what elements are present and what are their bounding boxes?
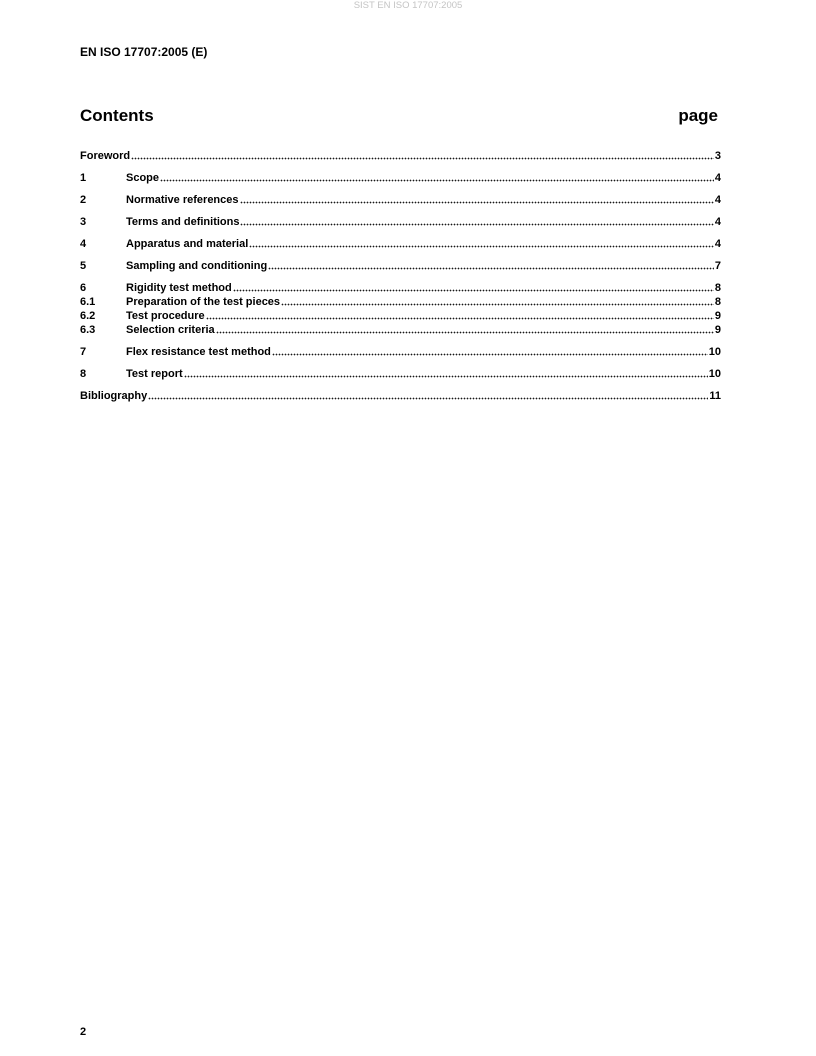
toc-entry-number: 6 [80,282,87,294]
toc-entry-sampling-and-conditioning [80,259,721,273]
toc-entry-page: 4 [714,194,721,206]
toc-entry-flex-resistance-test-method [80,345,721,359]
toc-entry-title: Flex resistance test method [126,346,271,358]
toc-leader-dots [240,223,713,226]
toc-entry-number: 7 [80,346,87,358]
toc-subentry-test-procedure [80,309,721,323]
toc-entry-number: 6.1 [80,296,96,308]
toc-entry-scope [80,171,721,185]
toc-entry-foreword [80,149,721,163]
toc-leader-dots [281,303,714,306]
toc-entry-page: 10 [708,368,721,380]
contents-heading: Contents [80,106,154,125]
toc-entry-title: Rigidity test method [126,282,232,294]
toc-entry-number: 2 [80,194,87,206]
toc-entry-title: Selection criteria [126,324,215,336]
toc-entry-number: 4 [80,238,87,250]
toc-leader-dots [206,317,714,320]
page-column-label: page [678,106,718,125]
toc-entry-title: Normative references [126,194,239,206]
toc-entry-number: 6.3 [80,324,96,336]
toc-leader-dots [160,179,714,182]
toc-entry-page: 4 [714,172,721,184]
toc-leader-dots [249,245,714,248]
contents-heading-row [80,106,718,126]
toc-entry-title: Apparatus and material [126,238,249,250]
toc-leader-dots [272,353,708,356]
toc-subentry-selection-criteria [80,323,721,337]
toc-entry-bibliography [80,389,721,403]
toc-subentry-preparation-of-test-pieces [80,295,721,309]
toc-entry-page: 7 [714,260,721,272]
toc-leader-dots [216,331,714,334]
page-number: 2 [80,1026,87,1038]
toc-entry-page: 4 [714,216,721,228]
toc-entry-title: Bibliography [80,390,148,402]
watermark-text: SIST EN ISO 17707:2005 [353,0,463,11]
toc-entry-title: Preparation of the test pieces [126,296,281,308]
toc-entry-title: Test report [126,368,183,380]
toc-leader-dots [131,157,714,160]
toc-entry-title: Test procedure [126,310,205,322]
toc-entry-number: 6.2 [80,310,96,322]
toc-entry-terms-and-definitions [80,215,721,229]
toc-entry-number: 1 [80,172,87,184]
toc-entry-page: 9 [714,310,721,322]
toc-entry-page: 4 [714,238,721,250]
document-header: EN ISO 17707:2005 (E) [80,45,208,59]
toc-leader-dots [148,397,708,400]
toc-entry-title: Foreword [80,150,131,162]
toc-entry-apparatus-and-material [80,237,721,251]
toc-leader-dots [184,375,708,378]
toc-leader-dots [233,289,714,292]
toc-entry-page: 10 [708,346,721,358]
toc-entry-rigidity-test-method [80,281,721,295]
toc-entry-normative-references [80,193,721,207]
toc-leader-dots [268,267,714,270]
toc-entry-page: 11 [709,390,721,402]
toc-entry-number: 8 [80,368,87,380]
toc-entry-title: Terms and definitions [126,216,240,228]
toc-entry-number: 5 [80,260,87,272]
toc-entry-number: 3 [80,216,87,228]
toc-entry-page: 8 [714,282,721,294]
toc-leader-dots [240,201,714,204]
toc-entry-title: Scope [126,172,160,184]
toc-entry-page: 9 [714,324,721,336]
toc-entry-title: Sampling and conditioning [126,260,268,272]
toc-entry-test-report [80,367,721,381]
toc-list [80,149,721,403]
toc-entry-page: 8 [714,296,721,308]
toc-entry-page: 3 [714,150,721,162]
